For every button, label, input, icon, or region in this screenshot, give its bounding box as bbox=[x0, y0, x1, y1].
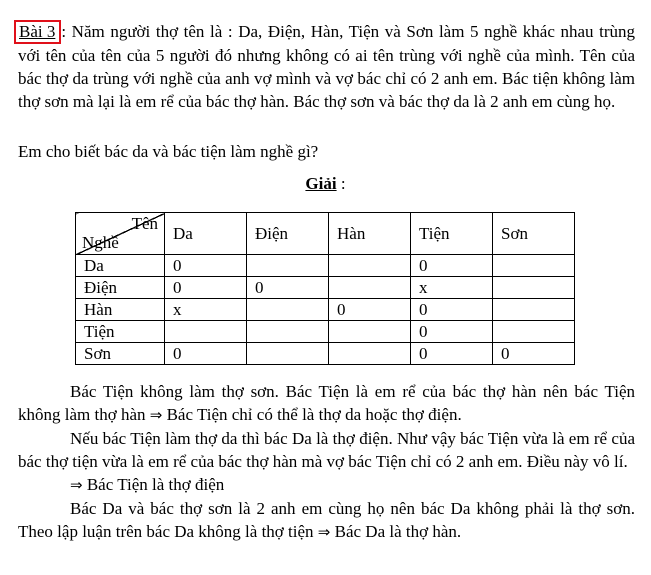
solution-text: Bác Tiện là thợ điện bbox=[82, 475, 225, 494]
solution-heading bbox=[0, 172, 651, 195]
table-cell: x bbox=[411, 277, 493, 299]
solution-heading-word: Giải bbox=[305, 174, 337, 193]
implies-arrow-icon: ⇒ bbox=[70, 476, 83, 494]
corner-top-label: Tên bbox=[131, 214, 158, 233]
table-cell bbox=[329, 277, 411, 299]
question-text: Em cho biết bác da và bác tiện làm nghề gì? bbox=[18, 142, 319, 161]
table-row bbox=[76, 321, 575, 343]
table-cell: 0 bbox=[165, 343, 247, 365]
table-cell bbox=[329, 321, 411, 343]
table-cell bbox=[247, 321, 329, 343]
table-cell: 0 bbox=[411, 321, 493, 343]
table-corner-cell bbox=[76, 213, 165, 255]
table-cell: 0 bbox=[411, 343, 493, 365]
table-cell bbox=[247, 343, 329, 365]
solution-paragraph: Nếu bác Tiện làm thợ da thì bác Da là thợ điện. Như vậy bác Tiện vừa là em rể của bác thợ tiện vừa là em rể của bác thợ hàn mà vợ bác Tiện chỉ có 2 anh em. Điều này vô lí. bbox=[18, 429, 635, 471]
problem-statement bbox=[18, 20, 635, 113]
problem-text: : Năm người thợ tên là : Da, Điện, Hàn, Tiện và Sơn làm 5 nghề khác nhau trùng với tên của tên của 5 người đó nhưng không có ai tên trùng với nghề của mình. Tên của bác thợ da trùng với nghề của anh vợ mình và vợ bác chỉ có 2 anh em. Bác tiện không làm thợ sơn mà lại là em rể của bác thợ hàn. Bác thợ sơn và bác thợ da là 2 anh em cùng họ. bbox=[18, 22, 635, 111]
table-cell bbox=[247, 299, 329, 321]
corner-bottom-label: Nghề bbox=[82, 233, 119, 252]
table-cell: 0 bbox=[247, 277, 329, 299]
table-cell: 0 bbox=[411, 255, 493, 277]
implies-arrow-icon: ⇒ bbox=[317, 523, 331, 541]
solution-text: Bác Da và bác thợ sơn là 2 anh em cùng họ nên bác Da không phải là thợ sơn. Theo lập luận trên bác Da không là thợ tiện bbox=[18, 499, 635, 541]
column-header: Da bbox=[165, 213, 247, 255]
table-cell bbox=[247, 255, 329, 277]
table-row bbox=[76, 343, 575, 365]
table-cell bbox=[329, 255, 411, 277]
table-cell: 0 bbox=[165, 255, 247, 277]
solution-text: Bác Tiện không làm thợ sơn. Bác Tiện là em rể của bác thợ hàn nên bác Tiện không làm thợ hàn bbox=[18, 382, 635, 424]
table-row bbox=[76, 255, 575, 277]
problem-label: Bài 3 bbox=[14, 20, 61, 44]
column-header: Hàn bbox=[329, 213, 411, 255]
table-header-row bbox=[76, 213, 575, 255]
solution-conclusion bbox=[18, 473, 635, 497]
solution-paragraph bbox=[18, 380, 635, 427]
solution-paragraph bbox=[18, 497, 635, 544]
row-label: Da bbox=[76, 255, 165, 277]
solution-text: Bác Tiện chỉ có thể là thợ da hoặc thợ điện. bbox=[162, 405, 462, 424]
table-cell bbox=[493, 277, 575, 299]
table-row bbox=[76, 277, 575, 299]
table-cell: 0 bbox=[411, 299, 493, 321]
row-label: Điện bbox=[76, 277, 165, 299]
table-cell bbox=[165, 321, 247, 343]
table-cell: 0 bbox=[493, 343, 575, 365]
logic-table bbox=[75, 212, 575, 365]
table-cell: x bbox=[165, 299, 247, 321]
column-header: Sơn bbox=[493, 213, 575, 255]
table-cell: 0 bbox=[165, 277, 247, 299]
implies-arrow-icon: ⇒ bbox=[149, 406, 163, 424]
table-row bbox=[76, 299, 575, 321]
column-header: Điện bbox=[247, 213, 329, 255]
table-cell: 0 bbox=[329, 299, 411, 321]
row-label: Hàn bbox=[76, 299, 165, 321]
solution-body bbox=[18, 380, 635, 544]
row-label: Sơn bbox=[76, 343, 165, 365]
table-cell bbox=[493, 255, 575, 277]
table-cell bbox=[329, 343, 411, 365]
solution-heading-suffix: : bbox=[336, 174, 346, 193]
column-header: Tiện bbox=[411, 213, 493, 255]
solution-text: Bác Da là thợ hàn. bbox=[330, 522, 462, 541]
row-label: Tiện bbox=[76, 321, 165, 343]
table-cell bbox=[493, 321, 575, 343]
table-cell bbox=[493, 299, 575, 321]
